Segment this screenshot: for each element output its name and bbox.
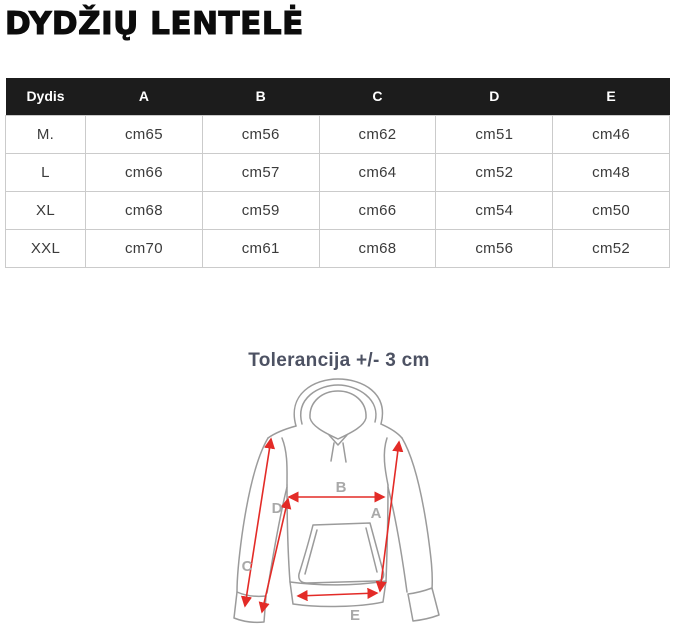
hoodie-outline <box>234 379 439 622</box>
header-cell-e: E <box>553 78 670 115</box>
measurement-cell: cm54 <box>436 191 553 229</box>
measurement-cell: cm66 <box>86 153 203 191</box>
table-row <box>6 153 670 191</box>
header-row <box>6 78 670 115</box>
measurement-arrow-a <box>380 442 399 591</box>
measurement-cell: cm57 <box>202 153 319 191</box>
measurement-cell: cm65 <box>86 115 203 153</box>
measurement-cell: cm61 <box>202 229 319 267</box>
table-row <box>6 115 670 153</box>
table-row <box>6 229 670 267</box>
header-cell-b: B <box>202 78 319 115</box>
tolerance-note: Tolerancija +/- 3 cm <box>248 350 430 371</box>
size-cell: XL <box>6 191 86 229</box>
size-table-header <box>6 78 670 115</box>
measurement-arrow-e <box>298 593 377 596</box>
measurement-cell: cm51 <box>436 115 553 153</box>
measurement-cell: cm48 <box>553 153 670 191</box>
label-d: D <box>271 500 283 517</box>
size-cell: XXL <box>6 229 86 267</box>
measurement-cell: cm64 <box>319 153 436 191</box>
measurement-cell: cm46 <box>553 115 670 153</box>
hoodie-measurement-diagram <box>225 375 465 624</box>
measurement-cell: cm68 <box>86 191 203 229</box>
header-cell-d: D <box>436 78 553 115</box>
size-table <box>5 78 670 268</box>
measurement-cell: cm52 <box>553 229 670 267</box>
header-cell-size: Dydis <box>6 78 86 115</box>
label-b: B <box>335 479 347 496</box>
measurement-cell: cm50 <box>553 191 670 229</box>
page-title: DYDŽIŲ LENTELĖ <box>5 6 304 42</box>
measurement-cell: cm62 <box>319 115 436 153</box>
label-a: A <box>370 505 382 522</box>
measurement-cell: cm66 <box>319 191 436 229</box>
measurement-cell: cm56 <box>436 229 553 267</box>
measurement-cell: cm68 <box>319 229 436 267</box>
measurement-cell: cm56 <box>202 115 319 153</box>
label-c: C <box>241 558 253 575</box>
table-row <box>6 191 670 229</box>
header-cell-a: A <box>86 78 203 115</box>
measurement-cell: cm52 <box>436 153 553 191</box>
measurement-cell: cm70 <box>86 229 203 267</box>
size-cell: M. <box>6 115 86 153</box>
measurement-cell: cm59 <box>202 191 319 229</box>
measurement-arrow-c <box>245 439 271 606</box>
size-table-body <box>6 115 670 267</box>
size-cell: L <box>6 153 86 191</box>
label-e: E <box>349 607 361 624</box>
measurement-arrows <box>245 439 399 612</box>
header-cell-c: C <box>319 78 436 115</box>
